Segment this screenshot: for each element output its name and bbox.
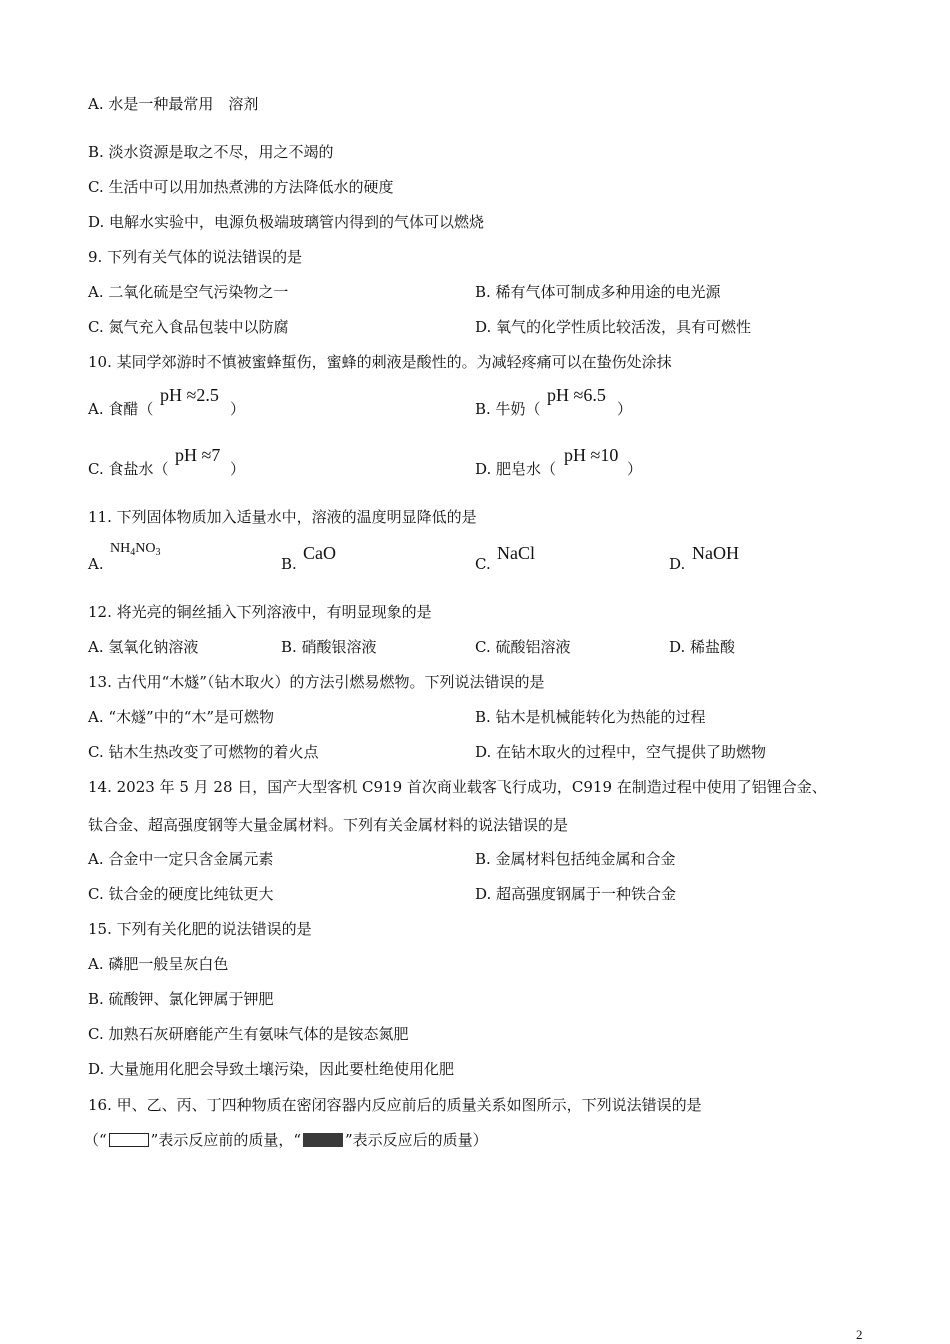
q11-stem: 11. 下列固体物质加入适量水中，溶液的温度明显降低的是 xyxy=(88,508,477,526)
q8-option-d: D. 电解水实验中，电源负极端玻璃管内得到的气体可以燃烧 xyxy=(88,213,485,231)
q14-option-a: A. 合金中一定只含金属元素 xyxy=(88,850,274,868)
q13-option-b: B. 钻木是机械能转化为热能的过程 xyxy=(475,708,706,726)
q8-option-b: B. 淡水资源是取之不尽，用之不竭的 xyxy=(88,143,334,161)
q16-stem: 16. 甲、乙、丙、丁四种物质在密闭容器内反应前后的质量关系如图所示，下列说法错误的是 xyxy=(88,1096,702,1114)
q10-option-c-formula: pH ≈7 xyxy=(175,445,221,465)
q11-option-b-label: B. xyxy=(281,555,297,573)
q10-stem: 10. 某同学郊游时不慎被蜜蜂蜇伤，蜜蜂的刺液是酸性的。为减轻疼痛可以在蛰伤处涂抹 xyxy=(88,353,672,371)
q10-option-a-label: A. 食醋（ xyxy=(88,400,154,418)
q12-stem: 12. 将光亮的铜丝插入下列溶液中，有明显现象的是 xyxy=(88,603,432,621)
q9-option-b: B. 稀有气体可制成多种用途的电光源 xyxy=(475,283,721,301)
q13-stem: 13. 古代用“木燧”（钻木取火）的方法引燃易燃物。下列说法错误的是 xyxy=(88,673,545,691)
q10-option-a-close: ） xyxy=(230,400,246,418)
q10-option-b-formula: pH ≈6.5 xyxy=(547,385,606,405)
q10-option-c-close: ） xyxy=(230,460,246,478)
q11-option-a-label: A. xyxy=(88,555,104,573)
q15-option-d: D. 大量施用化肥会导致土壤污染，因此要杜绝使用化肥 xyxy=(88,1060,455,1078)
q11-option-a-formula: $NH_4NO_3$ xyxy=(110,541,161,558)
q15-stem: 15. 下列有关化肥的说法错误的是 xyxy=(88,920,312,938)
q11-option-c-formula: NaCl xyxy=(497,543,535,563)
q12-option-d: D. 稀盐酸 xyxy=(669,638,736,656)
q11-option-d-formula: NaOH xyxy=(692,543,739,563)
q14-stem-line1: 14. 2023 年 5 月 28 日，国产大型客机 C919 首次商业载客飞行成功，C919 在制造过程中使用了铝锂合金、 xyxy=(88,778,827,796)
q9-stem: 9. 下列有关气体的说法错误的是 xyxy=(88,248,303,266)
q16-legend: （“ ”表示反应前的质量，“ ”表示反应后的质量） xyxy=(84,1131,488,1149)
q10-option-c-label: C. 食盐水（ xyxy=(88,460,169,478)
q8-option-a: A. 水是一种最常用 溶剂 xyxy=(88,95,259,113)
legend-after-swatch xyxy=(303,1133,343,1147)
q13-option-c: C. 钻木生热改变了可燃物的着火点 xyxy=(88,743,319,761)
q12-option-c: C. 硫酸铝溶液 xyxy=(475,638,571,656)
q12-option-a: A. 氢氧化钠溶液 xyxy=(88,638,199,656)
q11-option-d-label: D. xyxy=(669,555,686,573)
q11-option-b-formula: CaO xyxy=(303,543,336,563)
q10-option-d-formula: pH ≈10 xyxy=(564,445,619,465)
q10-option-d-label: D. 肥皂水（ xyxy=(475,460,557,478)
q15-option-a: A. 磷肥一般呈灰白色 xyxy=(88,955,229,973)
q9-option-a: A. 二氧化硫是空气污染物之一 xyxy=(88,283,289,301)
q9-option-d: D. 氧气的化学性质比较活泼，具有可燃性 xyxy=(475,318,752,336)
q13-option-a: A. “木燧”中的“木”是可燃物 xyxy=(88,708,275,726)
q10-option-d-close: ） xyxy=(627,460,643,478)
q14-option-d: D. 超高强度钢属于一种铁合金 xyxy=(475,885,677,903)
q15-option-b: B. 硫酸钾、氯化钾属于钾肥 xyxy=(88,990,274,1008)
q10-option-b-close: ） xyxy=(617,400,633,418)
page-number: 2 xyxy=(856,1327,863,1342)
q14-option-b: B. 金属材料包括纯金属和合金 xyxy=(475,850,676,868)
q13-option-d: D. 在钻木取火的过程中，空气提供了助燃物 xyxy=(475,743,767,761)
legend-before-swatch xyxy=(109,1133,149,1147)
q9-option-c: C. 氮气充入食品包装中以防腐 xyxy=(88,318,289,336)
q12-option-b: B. 硝酸银溶液 xyxy=(281,638,377,656)
q15-option-c: C. 加熟石灰研磨能产生有氨味气体的是铵态氮肥 xyxy=(88,1025,409,1043)
q11-option-c-label: C. xyxy=(475,555,491,573)
q8-option-c: C. 生活中可以用加热煮沸的方法降低水的硬度 xyxy=(88,178,394,196)
q10-option-a-formula: pH ≈2.5 xyxy=(160,385,219,405)
q14-stem-line2: 钛合金、超高强度钢等大量金属材料。下列有关金属材料的说法错误的是 xyxy=(88,816,569,834)
q10-option-b-label: B. 牛奶（ xyxy=(475,400,541,418)
q14-option-c: C. 钛合金的硬度比纯钛更大 xyxy=(88,885,274,903)
